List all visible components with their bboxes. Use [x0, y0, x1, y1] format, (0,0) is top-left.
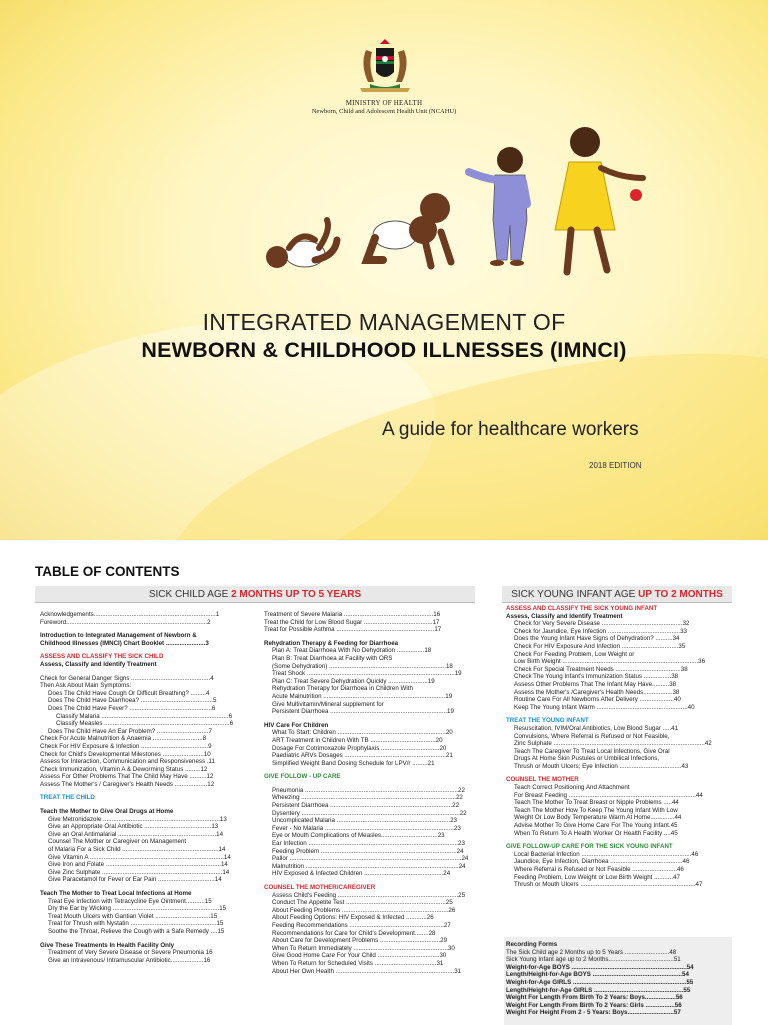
toc-entry[interactable]: Malnutrition .........................................................................................24	[272, 862, 466, 870]
toc-entry[interactable]: Keep The Young Infant Warm .....................................................40	[514, 703, 695, 711]
toc-entry[interactable]: Ear Infection .......................................................................................23	[272, 840, 465, 848]
toc-column-2	[264, 611, 468, 1024]
lying-baby-figure	[266, 220, 337, 268]
toc-entry[interactable]: Simplified Weight Band Dosing Schedule for LPV/r .........21	[272, 759, 435, 767]
toc-entry[interactable]: Length/Height-for-Age GIRLS ....................................................55	[506, 986, 691, 994]
toc-entry[interactable]: Soothe the Throat, Relieve the Cough with a Safe Remedy ....15	[48, 927, 225, 935]
toc-entry[interactable]: HIV Exposed & Infected Children ..............................................24	[272, 870, 451, 878]
toc-entry[interactable]: Plan C: Treat Severe Dehydration Quickly .......................19	[272, 677, 435, 685]
toc-entry[interactable]: Check For HIV Exposure And Infection .................................35	[514, 642, 686, 650]
toc-entry[interactable]: Assess Other Problems That The Infant May Have..........38	[514, 680, 677, 688]
toc-entry[interactable]: Teach The Mother How To Keep The Young Infant With Low	[514, 806, 678, 814]
toc-entry[interactable]: Length/Height-for-Age BOYS ....................................................54	[506, 971, 689, 979]
toc-entry[interactable]: Treat Eye Infection with Tetracycline Eye Ointment...........15	[48, 897, 212, 905]
toc-entry[interactable]: Recommendations for Care for Child's Development........28	[272, 929, 436, 937]
toc-entry[interactable]: Where Referral is Refused or Not Feasible ..........................46	[514, 866, 684, 873]
toc-entry[interactable]: Treat Shock ......................................................................................19	[272, 670, 462, 678]
toc-entry[interactable]: About Feeding Problems ..............................................................26	[272, 906, 456, 914]
toc-entry[interactable]: Drugs At Home Skin Pustules or Umbilical Infections,	[514, 755, 660, 763]
toc-entry[interactable]: Teach Correct Positioning And Attachment	[514, 784, 630, 792]
toc-entry[interactable]: Check The Young Infant's Immunization Status ................38	[514, 673, 679, 681]
toc-entry[interactable]: Pallor ....................................................................................................24	[272, 855, 468, 863]
toc-entry[interactable]: Treat for Possible Asthma .........................................................17	[264, 626, 442, 634]
toc-title: TABLE OF CONTENTS	[35, 564, 180, 579]
toc-entry[interactable]: COUNSEL THE MOTHER	[506, 776, 579, 784]
recording-forms-list	[506, 941, 712, 1017]
toc-entry[interactable]: HIV Care For Children	[264, 721, 329, 729]
band-young-infant	[502, 586, 732, 603]
toc-entry[interactable]: TREAT THE YOUNG INFANT	[506, 717, 589, 725]
toc-entry[interactable]: Weight Or Low Body Temperature Warm At Home..............44	[514, 814, 682, 822]
toc-entry[interactable]: Give Vitamin A ..............................................................................14	[48, 853, 231, 861]
band-young-infant-text: SICK YOUNG INFANT AGE	[511, 589, 639, 600]
band-sick-child	[35, 586, 475, 603]
toc-entry[interactable]: The Sick Child age 2 Months up to 5 Years ..........................48	[506, 948, 677, 956]
toc-entry[interactable]: Sick Young Infant age up to 2 Months......................................51	[506, 956, 681, 964]
toc-entry[interactable]: Treat Mouth Ulcers with Gantian Violet ................................15	[48, 912, 218, 920]
toc-entry[interactable]: Give Good Home Care For Your Child ....................................30	[272, 952, 447, 960]
toc-entry[interactable]: Assess The Mother's / Caregiver's Health Needs ...................12	[40, 780, 215, 788]
toc-entry[interactable]: Thrush or Mouth Ulcers; Eye Infection ....................................43	[514, 762, 689, 770]
toc-entry[interactable]: Zinc Sulphate ........................................................................................42	[514, 740, 712, 748]
toc-entry[interactable]: Conduct The Appetite Test ..........................................................25	[272, 899, 453, 907]
toc-entry[interactable]: Plan B: Treat Diarrhoea at Facility with ORS	[272, 654, 393, 662]
toc-entry[interactable]: When To Return To A Health Worker Or Health Facility ....45	[514, 829, 678, 837]
band-sick-child-text: SICK CHILD AGE	[148, 589, 232, 600]
unit-name: Newborn, Child and Adolescent Health Unit (NCAHU)	[311, 108, 457, 115]
toc-entry[interactable]: (Some Dehydration) ....................................................................18	[272, 662, 453, 670]
table-of-contents-page	[0, 548, 768, 1024]
toc-entry[interactable]: Check for General Danger Signs ..............................................4	[40, 674, 214, 682]
toc-entry[interactable]: Feeding Recommendations .......................................................27	[272, 921, 451, 929]
toc-entry[interactable]: COUNSEL THE MOTHER/CAREGIVER	[264, 884, 376, 891]
toc-entry[interactable]: Give Zinc Sulphate ......................................................................14	[48, 868, 230, 876]
toc-entry[interactable]: Foreword..................................................................................2	[40, 618, 211, 626]
toc-column-3	[506, 605, 712, 935]
toc-entry[interactable]: Childhood Illnesses (IMNCI) Chart Booklet .......................3	[40, 639, 209, 647]
toc-entry[interactable]: About Feeding Options: HIV Exposed & Infected ............26	[272, 914, 434, 922]
toc-entry[interactable]: Local Bacterial Infection ................................................................46	[514, 850, 699, 858]
toc-entry[interactable]: Convulsions, Where Referral is Refused or Not Feasible,	[514, 732, 670, 740]
toc-entry[interactable]: Wheezing ..........................................................................................22	[272, 794, 463, 802]
toc-entry[interactable]: Teach The Mother To Treat Breast or Nipple Problems .....44	[514, 799, 679, 807]
toc-entry[interactable]: When To Return Immediately .......................................................30	[272, 944, 455, 952]
toc-entry[interactable]: For Breast Feeding ..........................................................................44	[514, 791, 703, 799]
toc-entry[interactable]: ASSESS AND CLASSIFY THE SICK CHILD	[40, 653, 164, 661]
children-illustration	[255, 120, 655, 300]
toc-entry[interactable]: Check Immunization, Vitamin A & Deworming Status .........12	[40, 765, 208, 773]
toc-entry[interactable]: Give Multivitamin/Mineral supplement for	[272, 700, 384, 708]
toc-entry[interactable]: Treat the Child for Low Blood Sugar ........................................17	[264, 618, 440, 626]
toc-entry[interactable]: Persistent Diarrhoea ....................................................................19	[272, 708, 454, 716]
toc-entry[interactable]: Teach the Mother to Give Oral Drugs at Home	[40, 808, 174, 816]
toc-entry[interactable]: Give Metronidazole ....................................................................13	[48, 815, 227, 823]
toc-entry[interactable]: GIVE FOLLOW - UP CARE	[264, 773, 341, 781]
toc-entry[interactable]: Give Iron and Folate ...................................................................14	[48, 861, 228, 869]
toc-entry[interactable]: Give an Intravenous/ Intramuscular Antibiotic...................16	[48, 956, 211, 964]
edition: 2018 EDITION	[589, 461, 642, 470]
toc-entry[interactable]: Treatment of Severe Malaria ....................................................16	[264, 611, 441, 618]
toc-entry[interactable]: of Malaria For a Sick Child ........................................................14	[48, 846, 226, 854]
toc-entry[interactable]: Check For Acute Malnutrition & Anaemia .............................8	[40, 735, 207, 743]
toc-entry[interactable]: What To Start: Children ...............................................................20	[272, 729, 453, 737]
toc-entry[interactable]: Rehydration Therapy for Diarrhoea in Children With	[272, 685, 413, 693]
toc-entry[interactable]: Classify Malaria ..........................................................................6	[56, 712, 233, 720]
toc-entry[interactable]: Weight-for-Age GIRLS ..................................................................55	[506, 978, 694, 986]
toc-entry[interactable]: Assess the Mother's /Caregiver's Health Needs.................38	[514, 688, 680, 696]
girl-figure	[555, 127, 643, 272]
toc-entry[interactable]: Eye or Mouth Complications of Measles.................................23	[272, 832, 445, 840]
toc-entry[interactable]: Give an Oral Antimalarial .........................................................14	[48, 830, 224, 838]
toc-entry[interactable]: Dysentery ............................................................................................22	[272, 809, 467, 817]
toc-entry[interactable]: Weight For Height From 2 - 5 Years: Boys...........................57	[506, 1009, 681, 1017]
toc-entry[interactable]: ASSESS AND CLASSIFY THE SICK YOUNG INFANT	[506, 605, 658, 612]
toc-entry[interactable]: Acute Malnutrition .......................................................................19	[272, 692, 453, 700]
toc-entry[interactable]: Uncomplicated Malaria ..................................................................23	[272, 817, 457, 825]
toc-entry[interactable]: Give These Treatments In Health Facility Only	[40, 941, 175, 949]
toc-entry[interactable]: Does the Young Infant Have Signs of Dehydration? ..........34	[514, 635, 680, 643]
toc-entry[interactable]: Treat for Thrush with Nystatin ..................................................15	[48, 920, 224, 928]
toc-entry[interactable]: Advise Mother To Give Home Care For The Young Infant.45	[514, 822, 678, 830]
toc-entry[interactable]: When To Return for Scheduled Visits ....................................31	[272, 959, 444, 967]
toc-entry[interactable]: Assess, Classify and Identify Treatment	[506, 612, 623, 620]
toc-entry[interactable]: Dosage For Cotrimoxazole Prophylaxis ..................................20	[272, 744, 447, 752]
toc-entry[interactable]: Assess, Classify and Identify Treatment	[40, 660, 157, 668]
toc-entry[interactable]: TREAT THE CHILD	[40, 794, 95, 802]
toc-entry[interactable]: Give an Appropriate Oral Antibiotic .......................................13	[48, 823, 219, 831]
toc-entry[interactable]: Check for Jaundice, Eye Infection ..........................................33	[514, 627, 687, 635]
recording-forms-box	[504, 937, 732, 1025]
toc-column-1	[40, 611, 246, 1024]
toc-entry[interactable]: Teach The Caregiver To Treat Local Infections, Give Oral	[514, 747, 670, 755]
toc-entry[interactable]: Does The Child Have Cough Or Difficult Breathing? .........4	[48, 689, 210, 697]
toc-entry[interactable]: Check For Special Treatment Needs ......................................38	[514, 665, 688, 673]
toc-entry[interactable]: GIVE FOLLOW-UP CARE FOR THE SICK YOUNG INFANT	[506, 843, 673, 851]
toc-entry[interactable]: Introduction to Integrated Management of Newborn &	[40, 632, 197, 640]
subtitle: A guide for healthcare workers	[382, 419, 639, 440]
toc-entry[interactable]: Low Birth Weight ...............................................................................36	[514, 658, 706, 666]
toc-entry[interactable]: About Her Own Health .....................................................................31	[272, 967, 462, 975]
title-line-2: NEWBORN & CHILDHOOD ILLNESSES (IMNCI)	[141, 338, 627, 362]
toc-entry[interactable]: Counsel The Mother or Caregiver on Management	[48, 838, 187, 846]
toc-entry[interactable]: Check for Child's Developmental Milestones ........................10	[40, 750, 211, 758]
toc-entry[interactable]: Treatment of Very Severe Disease or Severe Pneumonia 16	[48, 949, 213, 957]
toc-entry[interactable]: Give Paracetamol for Fever or Ear Pain .................................14	[48, 876, 222, 884]
kenya-coat-of-arms-icon	[356, 38, 414, 94]
toddler-figure	[469, 147, 527, 266]
toc-entry[interactable]: Check For HIV Exposure & Infection .......................................9	[40, 742, 212, 750]
toc-entry[interactable]: Thrush or Mouth Ulcers ...................................................................47	[514, 881, 703, 889]
toc-entry[interactable]: Weight For Length From Birth To 2 Years: Boys..................56	[506, 994, 683, 1002]
toc-entry[interactable]: Does The Child Have Fever? ................................................6	[48, 704, 216, 712]
toc-entry[interactable]: Rehydration Therapy & Feeding for Diarrhoea	[264, 639, 399, 647]
toc-entry[interactable]: Then Ask About Main Symptoms:	[40, 682, 132, 690]
toc-entry[interactable]: Fever - No Malaria ...........................................................................23	[272, 824, 461, 832]
band-young-infant-highlight: UP TO 2 MONTHS	[638, 589, 723, 600]
toc-entry[interactable]: Assess Child's Feeding ......................................................................25	[272, 891, 466, 899]
toc-entry[interactable]: Routine Care For All Newborns After Delivery ....................40	[514, 696, 681, 704]
toc-entry[interactable]: Paediatric ARVs Dosages ...........................................................21	[272, 752, 453, 760]
toc-entry[interactable]: Pneumonia .........................................................................................22	[272, 786, 465, 794]
crawling-baby-figure	[367, 193, 451, 266]
toc-entry[interactable]: Plan A: Treat Diarrhoea With No Dehydration ................18	[272, 647, 432, 655]
toc-entry[interactable]: Check for Very Severe Disease ...............................................32	[514, 620, 690, 628]
toc-entry[interactable]: Does The Child Have Diarrhoea? ..........................................5	[48, 697, 217, 705]
toc-entry[interactable]: Feeding Problem ...............................................................................24	[272, 847, 464, 855]
toc-entry[interactable]: Check For Feeding Problem, Low Weight or	[514, 650, 635, 658]
toc-entry[interactable]: About Care for Development Problems ...................................29	[272, 937, 448, 945]
toc-entry[interactable]: Assess for Interaction, Communication and Responsiveness .11	[40, 758, 215, 766]
toc-entry[interactable]: Recording Forms	[506, 941, 558, 948]
toc-entry[interactable]: Dry the Ear by Wicking ..............................................................15	[48, 905, 227, 913]
band-sick-child-highlight: 2 MONTHS UP TO 5 YEARS	[231, 589, 362, 600]
toc-entry[interactable]: Assess For Other Problems That The Child May Have ..........12	[40, 773, 214, 781]
toc-entry[interactable]: Persistent Diarrhoea .......................................................................22	[272, 802, 460, 810]
toc-entry[interactable]: Weight For Length From Birth To 2 Years: Girls .................56	[506, 1001, 682, 1009]
toc-entry[interactable]: Does The Child Have An Ear Problem? ..............................7	[48, 727, 212, 735]
toc-entry[interactable]: Weight-for-Age BOYS ...................................................................54	[506, 963, 694, 971]
toc-entry[interactable]: Jaundice, Eye Infection, Diarrhoea ..........................................46	[514, 858, 690, 866]
ministry-name: MINISTRY OF HEALTH	[345, 99, 423, 107]
toc-entry[interactable]: ART Treatment in Children With TB ......................................20	[272, 736, 443, 744]
toc-entry[interactable]: Feeding Problem, Low Weight or Low Birth Weight ...........47	[514, 873, 680, 881]
toc-entry[interactable]: Teach The Mother to Treat Local Infections at Home	[40, 890, 192, 897]
toc-entry[interactable]: Acknowledgements.......................................................................1	[40, 611, 220, 618]
toc-entry[interactable]: Resuscitation, IVIM/Oral Antibiotics, Low Blood Sugar .....41	[514, 724, 679, 732]
title-line-1: INTEGRATED MANAGEMENT OF	[202, 309, 566, 335]
toc-entry[interactable]: Classify Measles .........................................................................6	[56, 720, 234, 728]
